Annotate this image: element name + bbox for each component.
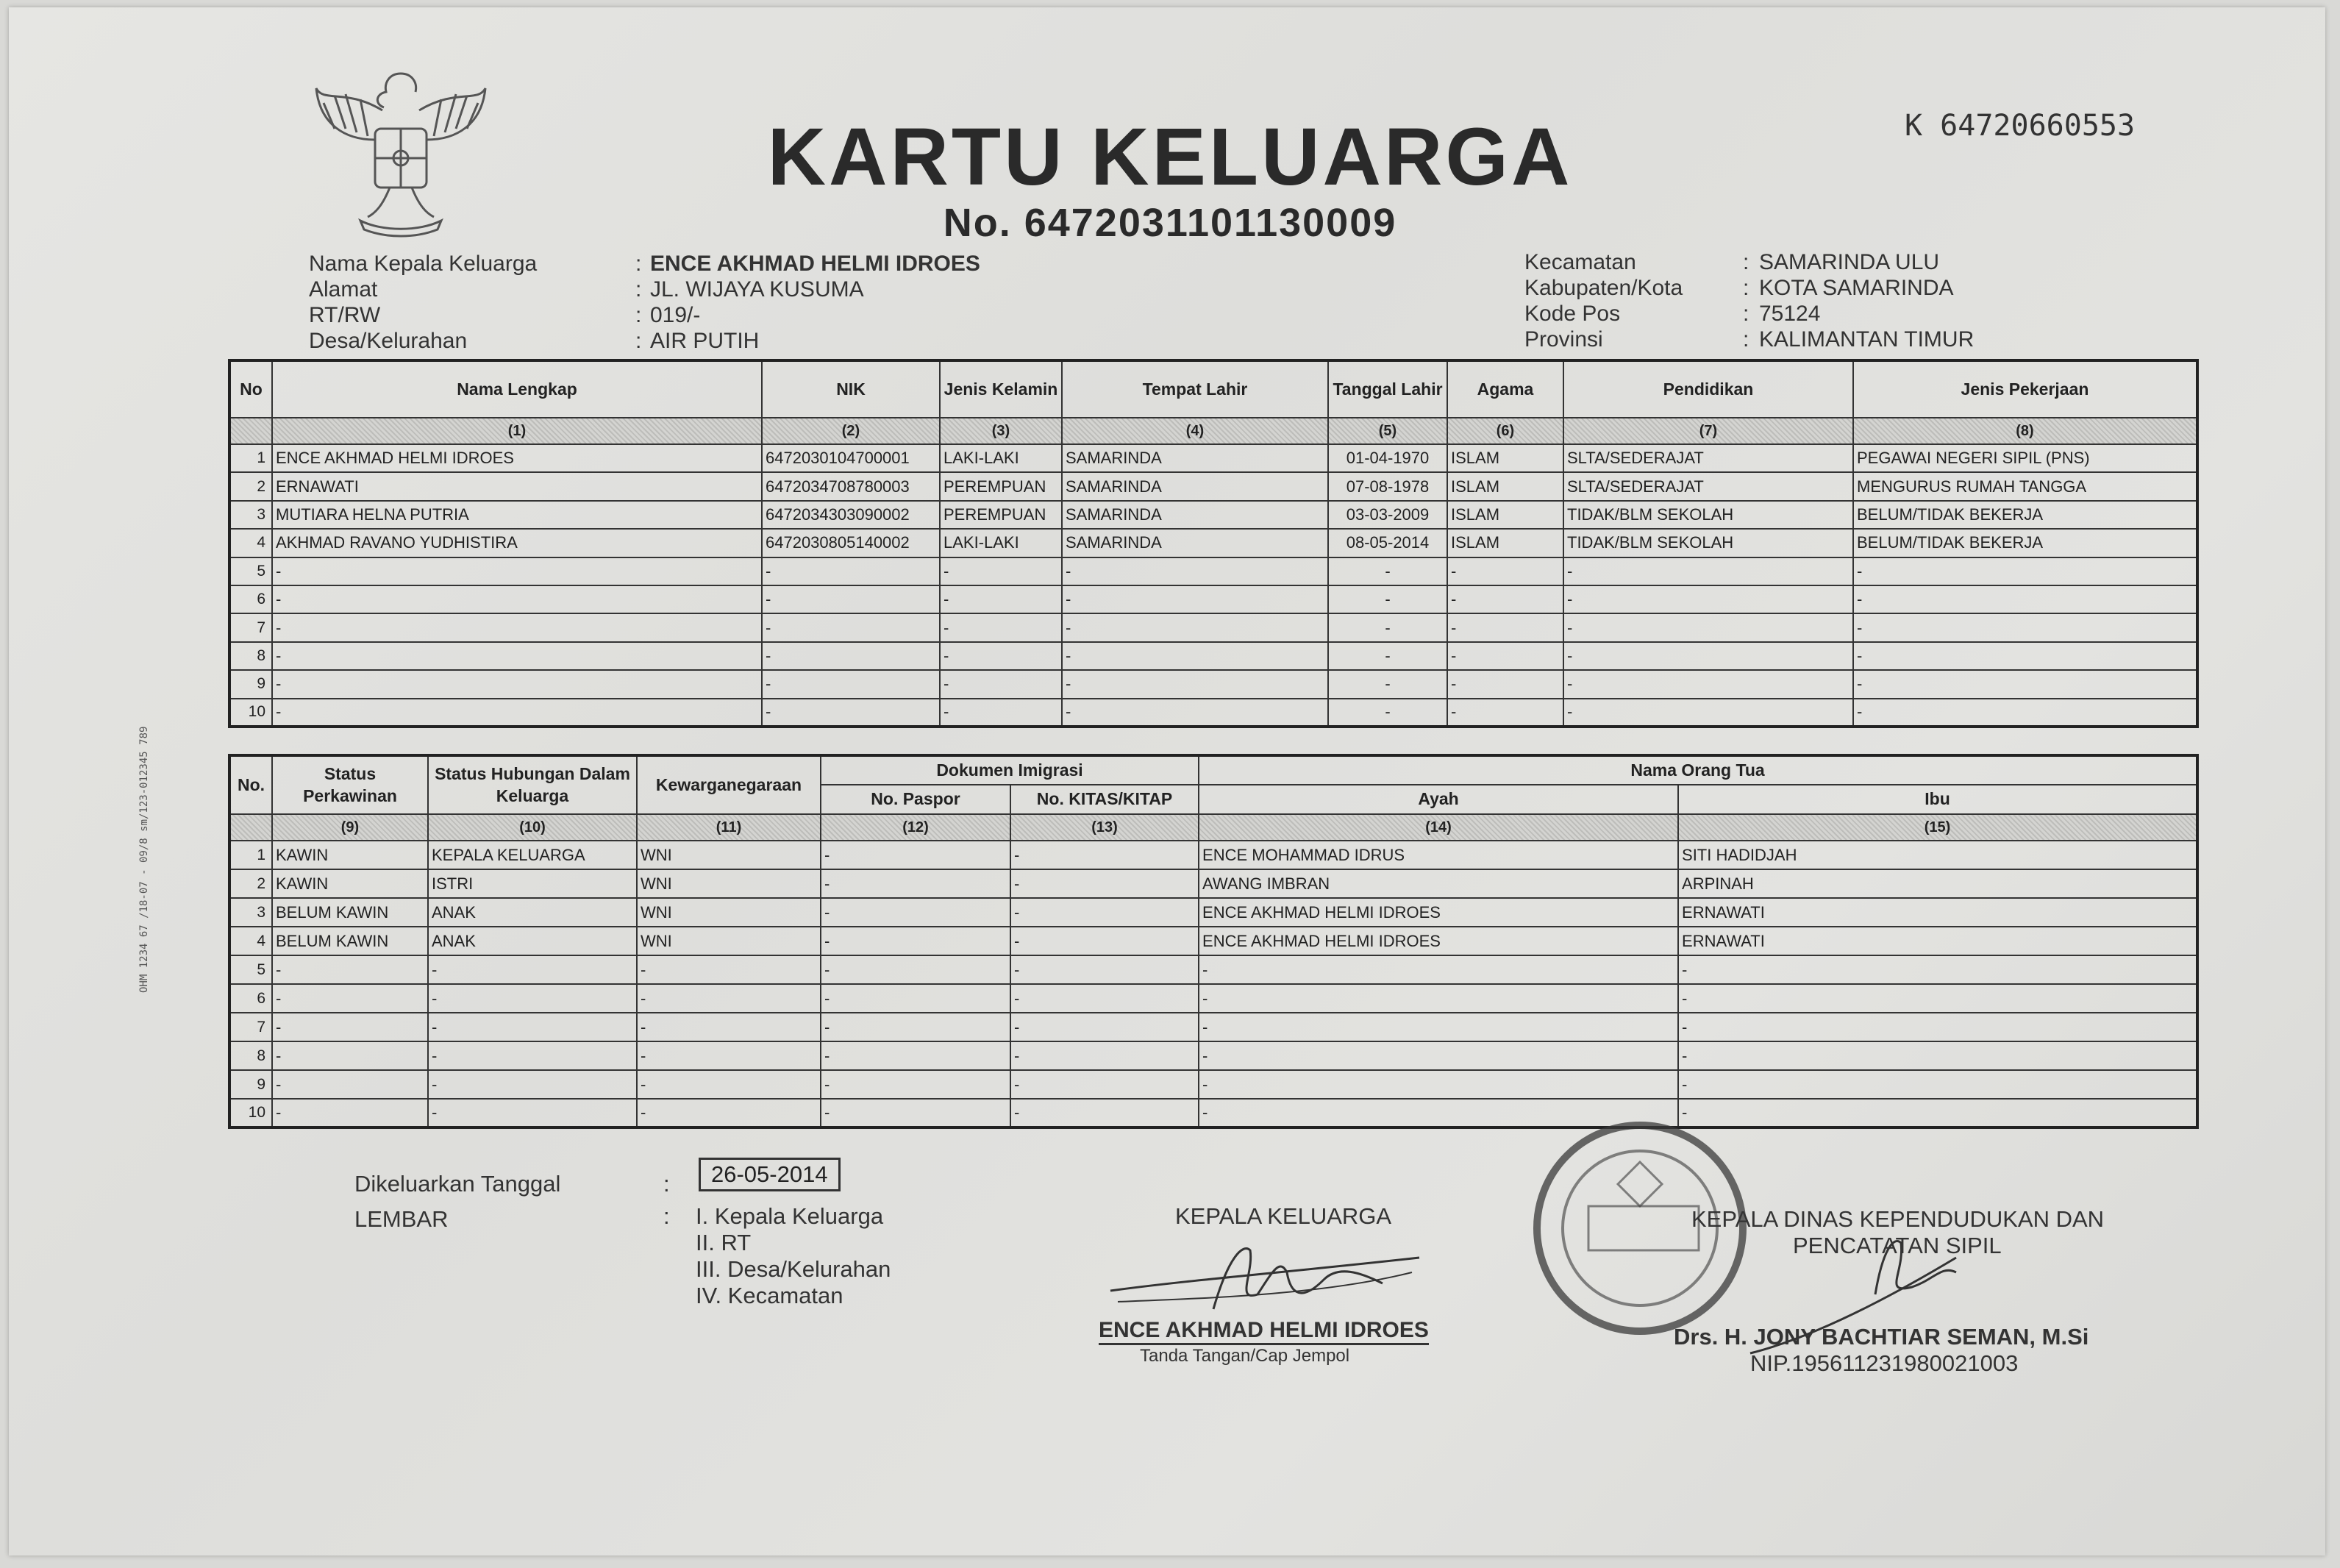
table-cell: 6472030805140002 xyxy=(762,529,940,557)
column-number-cell: (2) xyxy=(762,418,940,444)
table-cell: - xyxy=(1062,670,1328,698)
table-cell: - xyxy=(1678,1013,2197,1041)
table-cell: WNI xyxy=(637,841,821,869)
table-cell: BELUM KAWIN xyxy=(272,927,428,955)
table-cell: - xyxy=(272,984,428,1013)
table-cell: - xyxy=(821,955,1010,984)
table-cell: ARPINAH xyxy=(1678,869,2197,898)
table-cell: - xyxy=(1678,1099,2197,1127)
table-cell: ISLAM xyxy=(1447,444,1563,472)
colon: : xyxy=(1743,250,1749,274)
table-cell: - xyxy=(428,1013,637,1041)
row-number-cell: 2 xyxy=(229,869,272,898)
table-cell: - xyxy=(940,642,1062,670)
table-cell: - xyxy=(821,984,1010,1013)
col-header-nama-lengkap: Nama Lengkap xyxy=(272,360,762,418)
table-cell: - xyxy=(1062,585,1328,613)
table-cell: SAMARINDA xyxy=(1062,529,1328,557)
table-cell: - xyxy=(1010,1013,1199,1041)
label-desa-kelurahan: Desa/Kelurahan xyxy=(309,329,468,353)
table-cell: ERNAWATI xyxy=(1678,927,2197,955)
table-cell: 6472034708780003 xyxy=(762,472,940,500)
table-cell: ISLAM xyxy=(1447,472,1563,500)
col-header-nama-orang-tua: Nama Orang Tua xyxy=(1199,755,2197,785)
table-row xyxy=(229,984,2197,1013)
table-cell: 07-08-1978 xyxy=(1328,472,1447,500)
table-cell: WNI xyxy=(637,869,821,898)
table-cell: - xyxy=(272,955,428,984)
colon: : xyxy=(635,303,642,327)
table-cell: - xyxy=(1199,1041,1678,1070)
table-cell: KAWIN xyxy=(272,841,428,869)
table-cell: - xyxy=(1010,1099,1199,1127)
table-cell: - xyxy=(1853,699,2197,727)
col-header-ayah: Ayah xyxy=(1199,785,1678,814)
table-cell: - xyxy=(1328,557,1447,585)
table-row xyxy=(229,869,2197,898)
table-cell: ANAK xyxy=(428,927,637,955)
table-cell: ENCE AKHMAD HELMI IDROES xyxy=(272,444,762,472)
table-cell: - xyxy=(940,699,1062,727)
table-cell: - xyxy=(1853,642,2197,670)
table-cell: - xyxy=(940,613,1062,641)
table-cell: - xyxy=(272,1013,428,1041)
table-row xyxy=(229,529,2197,557)
table-cell: ISLAM xyxy=(1447,529,1563,557)
table-cell: - xyxy=(821,869,1010,898)
table-cell: ENCE AKHMAD HELMI IDROES xyxy=(1199,898,1678,927)
table-cell: - xyxy=(940,557,1062,585)
column-number-cell: (12) xyxy=(821,814,1010,841)
table-cell: ENCE AKHMAD HELMI IDROES xyxy=(1199,927,1678,955)
column-number-cell: (11) xyxy=(637,814,821,841)
issued-date: 26-05-2014 xyxy=(699,1158,841,1191)
column-number-cell: (14) xyxy=(1199,814,1678,841)
colon: : xyxy=(1743,327,1749,352)
kepala-keluarga-caption: Tanda Tangan/Cap Jempol xyxy=(1140,1346,1350,1366)
table-cell: - xyxy=(1010,927,1199,955)
table-cell: LAKI-LAKI xyxy=(940,444,1062,472)
col-header-no: No. xyxy=(229,755,272,814)
dinas-official-nip: NIP.195611231980021003 xyxy=(1750,1350,2019,1376)
row-number-cell: 1 xyxy=(229,841,272,869)
family-members-table xyxy=(228,359,2199,728)
lembar-item: I. Kepala Keluarga xyxy=(696,1203,884,1229)
table-cell: AKHMAD RAVANO YUDHISTIRA xyxy=(272,529,762,557)
table-row xyxy=(229,613,2197,641)
col-header-pendidikan: Pendidikan xyxy=(1563,360,1853,418)
row-number-cell: 8 xyxy=(229,642,272,670)
table-cell: - xyxy=(1328,699,1447,727)
table-cell: KEPALA KELUARGA xyxy=(428,841,637,869)
col-header-agama: Agama xyxy=(1447,360,1563,418)
table-cell: SAMARINDA xyxy=(1062,444,1328,472)
colon: : xyxy=(1743,302,1749,326)
label-kode-pos: Kode Pos xyxy=(1524,302,1621,326)
table-cell: - xyxy=(762,613,940,641)
row-number-cell: 10 xyxy=(229,1099,272,1127)
table-cell: ERNAWATI xyxy=(272,472,762,500)
table-cell: BELUM KAWIN xyxy=(272,898,428,927)
table-cell: - xyxy=(762,699,940,727)
value-kecamatan: SAMARINDA ULU xyxy=(1759,250,1940,274)
row-number-cell: 7 xyxy=(229,1013,272,1041)
col-header-ibu: Ibu xyxy=(1678,785,2197,814)
row-number-cell: 4 xyxy=(229,529,272,557)
table-cell: - xyxy=(1563,613,1853,641)
col-header-jenis-kelamin: Jenis Kelamin xyxy=(940,360,1062,418)
lembar-item: IV. Kecamatan xyxy=(696,1283,843,1308)
table-row xyxy=(229,955,2197,984)
row-number-cell: 1 xyxy=(229,444,272,472)
table-row xyxy=(229,1070,2197,1099)
table-cell: 08-05-2014 xyxy=(1328,529,1447,557)
value-kode-pos: 75124 xyxy=(1759,302,1821,326)
col-header-dokumen-imigrasi: Dokumen Imigrasi xyxy=(821,755,1199,785)
column-number-cell: (10) xyxy=(428,814,637,841)
col-header-jenis-pekerjaan: Jenis Pekerjaan xyxy=(1853,360,2197,418)
table-cell: - xyxy=(821,1070,1010,1099)
table-cell: - xyxy=(428,955,637,984)
table-cell: - xyxy=(821,1099,1010,1127)
table-cell: - xyxy=(1328,670,1447,698)
label-kecamatan: Kecamatan xyxy=(1524,250,1636,274)
table-row xyxy=(229,585,2197,613)
row-number-cell: 7 xyxy=(229,613,272,641)
table-cell: - xyxy=(1328,613,1447,641)
kepala-keluarga-name: ENCE AKHMAD HELMI IDROES xyxy=(1099,1318,1429,1345)
table-cell: KAWIN xyxy=(272,869,428,898)
table-cell: - xyxy=(272,613,762,641)
table-cell: - xyxy=(821,841,1010,869)
column-number-cell: (1) xyxy=(272,418,762,444)
table-cell: - xyxy=(1199,1013,1678,1041)
label-alamat: Alamat xyxy=(309,277,378,302)
table-row xyxy=(229,472,2197,500)
table-cell: BELUM/TIDAK BEKERJA xyxy=(1853,529,2197,557)
column-number-row xyxy=(229,418,2197,444)
table-cell: MUTIARA HELNA PUTRIA xyxy=(272,501,762,529)
kk-number: No. 6472031101130009 xyxy=(943,201,1397,245)
table-cell: - xyxy=(1563,585,1853,613)
column-number-cell: (3) xyxy=(940,418,1062,444)
value-rt-rw: 019/- xyxy=(650,303,701,327)
colon: : xyxy=(663,1203,670,1229)
row-number-cell: 10 xyxy=(229,699,272,727)
table-cell: - xyxy=(821,1041,1010,1070)
table-cell: - xyxy=(272,1041,428,1070)
table-cell: - xyxy=(1447,670,1563,698)
dinas-title-line2: PENCATATAN SIPIL xyxy=(1793,1233,2002,1258)
column-number-cell: (13) xyxy=(1010,814,1199,841)
lembar-label: LEMBAR xyxy=(354,1206,449,1232)
table-row xyxy=(229,642,2197,670)
colon: : xyxy=(635,252,642,276)
table-cell: - xyxy=(1447,613,1563,641)
table-cell: - xyxy=(1447,557,1563,585)
table-row xyxy=(229,841,2197,869)
table-cell: - xyxy=(1010,984,1199,1013)
row-number-cell: 4 xyxy=(229,927,272,955)
table-cell: - xyxy=(762,670,940,698)
table-cell: SLTA/SEDERAJAT xyxy=(1563,472,1853,500)
table-cell: BELUM/TIDAK BEKERJA xyxy=(1853,501,2197,529)
table-cell: AWANG IMBRAN xyxy=(1199,869,1678,898)
dinas-title-line1: KEPALA DINAS KEPENDUDUKAN DAN xyxy=(1691,1206,2105,1232)
table-cell: - xyxy=(1853,585,2197,613)
column-number-cell: (7) xyxy=(1563,418,1853,444)
column-number-cell xyxy=(229,418,272,444)
table-cell: - xyxy=(1678,1070,2197,1099)
table-cell: - xyxy=(1447,699,1563,727)
row-number-cell: 6 xyxy=(229,585,272,613)
col-header-status-hubungan: Status Hubungan Dalam Keluarga xyxy=(428,755,637,814)
table-row xyxy=(229,1041,2197,1070)
column-number-cell: (6) xyxy=(1447,418,1563,444)
label-rt-rw: RT/RW xyxy=(309,303,381,327)
table-cell: - xyxy=(1010,955,1199,984)
table-cell: - xyxy=(1062,613,1328,641)
table-cell: PEREMPUAN xyxy=(940,472,1062,500)
row-number-cell: 9 xyxy=(229,670,272,698)
table-cell: - xyxy=(272,1099,428,1127)
col-header-kewarganegaraan: Kewarganegaraan xyxy=(637,755,821,814)
table-cell: WNI xyxy=(637,898,821,927)
table-cell: - xyxy=(1010,869,1199,898)
value-nama-kepala-keluarga: ENCE AKHMAD HELMI IDROES xyxy=(650,252,980,276)
colon: : xyxy=(635,277,642,302)
kepala-signature-icon xyxy=(1103,1228,1427,1324)
table-cell: - xyxy=(1010,898,1199,927)
issued-label: Dikeluarkan Tanggal xyxy=(354,1171,561,1197)
value-kabupaten-kota: KOTA SAMARINDA xyxy=(1759,276,1954,300)
table-row xyxy=(229,699,2197,727)
table-cell: - xyxy=(821,1013,1010,1041)
colon: : xyxy=(663,1171,670,1197)
value-alamat: JL. WIJAYA KUSUMA xyxy=(650,277,864,302)
column-number-cell: (9) xyxy=(272,814,428,841)
table-cell: ISLAM xyxy=(1447,501,1563,529)
colon: : xyxy=(1743,276,1749,300)
row-number-cell: 3 xyxy=(229,898,272,927)
document-title: KARTU KELUARGA xyxy=(767,112,1573,202)
table-cell: - xyxy=(1853,557,2197,585)
table-cell: - xyxy=(940,585,1062,613)
row-number-cell: 5 xyxy=(229,557,272,585)
table-cell: - xyxy=(272,1070,428,1099)
table-cell: - xyxy=(1563,670,1853,698)
table-cell: - xyxy=(428,1041,637,1070)
lembar-item: III. Desa/Kelurahan xyxy=(696,1256,891,1282)
col-header-nik: NIK xyxy=(762,360,940,418)
table-cell: - xyxy=(1010,1041,1199,1070)
table-cell: - xyxy=(637,955,821,984)
table-cell: - xyxy=(637,984,821,1013)
lembar-item: II. RT xyxy=(696,1230,752,1255)
table-row xyxy=(229,444,2197,472)
table-cell: - xyxy=(940,670,1062,698)
table-cell: - xyxy=(637,1041,821,1070)
label-provinsi: Provinsi xyxy=(1524,327,1603,352)
table-cell: MENGURUS RUMAH TANGGA xyxy=(1853,472,2197,500)
table-cell: - xyxy=(1010,841,1199,869)
table-cell: PEREMPUAN xyxy=(940,501,1062,529)
column-number-cell: (8) xyxy=(1853,418,2197,444)
table-cell: - xyxy=(428,1099,637,1127)
col-header-status-perkawinan: Status Perkawinan xyxy=(272,755,428,814)
label-kabupaten-kota: Kabupaten/Kota xyxy=(1524,276,1683,300)
table-cell: - xyxy=(272,642,762,670)
table-cell: - xyxy=(1853,613,2197,641)
table-cell: - xyxy=(1062,642,1328,670)
kepala-keluarga-title: KEPALA KELUARGA xyxy=(1175,1203,1392,1229)
table-cell: - xyxy=(272,699,762,727)
col-header-tempat-lahir: Tempat Lahir xyxy=(1062,360,1328,418)
family-status-table xyxy=(228,754,2199,1129)
value-provinsi: KALIMANTAN TIMUR xyxy=(1759,327,1975,352)
table-cell: - xyxy=(1853,670,2197,698)
table-row xyxy=(229,1099,2197,1127)
side-print-code: OHM 1234 67 /18-07 - 09/8 sm/123-012345 789 xyxy=(138,726,150,993)
value-desa-kelurahan: AIR PUTIH xyxy=(650,329,760,353)
table-cell: - xyxy=(428,1070,637,1099)
table-cell: - xyxy=(1199,1070,1678,1099)
row-number-cell: 6 xyxy=(229,984,272,1013)
table-cell: SLTA/SEDERAJAT xyxy=(1563,444,1853,472)
table-row xyxy=(229,557,2197,585)
table-cell: - xyxy=(1062,557,1328,585)
row-number-cell: 2 xyxy=(229,472,272,500)
column-number-cell: (15) xyxy=(1678,814,2197,841)
table-cell: - xyxy=(762,585,940,613)
table-cell: - xyxy=(1199,984,1678,1013)
table-cell: ANAK xyxy=(428,898,637,927)
table-cell: TIDAK/BLM SEKOLAH xyxy=(1563,529,1853,557)
table-cell: - xyxy=(821,927,1010,955)
label-nama-kepala-keluarga: Nama Kepala Keluarga xyxy=(309,252,538,276)
table-cell: - xyxy=(1062,699,1328,727)
column-number-cell xyxy=(229,814,272,841)
table-cell: - xyxy=(637,1013,821,1041)
table-cell: - xyxy=(1563,557,1853,585)
colon: : xyxy=(635,329,642,353)
table-cell: SITI HADIDJAH xyxy=(1678,841,2197,869)
table-cell: - xyxy=(1447,585,1563,613)
table-cell: 6472034303090002 xyxy=(762,501,940,529)
table-cell: - xyxy=(762,642,940,670)
table-cell: - xyxy=(1447,642,1563,670)
table-cell: - xyxy=(428,984,637,1013)
table-row xyxy=(229,501,2197,529)
table-cell: TIDAK/BLM SEKOLAH xyxy=(1563,501,1853,529)
table-cell: 03-03-2009 xyxy=(1328,501,1447,529)
dinas-official-name: Drs. H. JONY BACHTIAR SEMAN, M.Si xyxy=(1674,1324,2089,1350)
table-cell: - xyxy=(1678,1041,2197,1070)
table-cell: PEGAWAI NEGERI SIPIL (PNS) xyxy=(1853,444,2197,472)
table-cell: - xyxy=(821,898,1010,927)
table-cell: - xyxy=(272,670,762,698)
table-row xyxy=(229,670,2197,698)
row-number-cell: 9 xyxy=(229,1070,272,1099)
table-cell: LAKI-LAKI xyxy=(940,529,1062,557)
col-header-no-paspor: No. Paspor xyxy=(821,785,1010,814)
table-cell: SAMARINDA xyxy=(1062,501,1328,529)
table-cell: - xyxy=(272,585,762,613)
table-cell: - xyxy=(1328,642,1447,670)
table-cell: - xyxy=(637,1099,821,1127)
table-cell: - xyxy=(1010,1070,1199,1099)
col-header-no-kitas: No. KITAS/KITAP xyxy=(1010,785,1199,814)
table-cell: WNI xyxy=(637,927,821,955)
table-cell: - xyxy=(1199,1099,1678,1127)
row-number-cell: 8 xyxy=(229,1041,272,1070)
table-row xyxy=(229,927,2197,955)
column-number-cell: (4) xyxy=(1062,418,1328,444)
table-cell: - xyxy=(272,557,762,585)
row-number-cell: 5 xyxy=(229,955,272,984)
col-header-no: No xyxy=(229,360,272,418)
table-cell: ERNAWATI xyxy=(1678,898,2197,927)
table-cell: ENCE MOHAMMAD IDRUS xyxy=(1199,841,1678,869)
table-cell: - xyxy=(1563,699,1853,727)
column-number-row xyxy=(229,814,2197,841)
table-cell: - xyxy=(1678,955,2197,984)
table-cell: - xyxy=(1563,642,1853,670)
table-cell: - xyxy=(1199,955,1678,984)
table-cell: - xyxy=(637,1070,821,1099)
column-number-cell: (5) xyxy=(1328,418,1447,444)
col-header-tanggal-lahir: Tanggal Lahir xyxy=(1328,360,1447,418)
table-cell: 6472030104700001 xyxy=(762,444,940,472)
table-cell: - xyxy=(762,557,940,585)
row-number-cell: 3 xyxy=(229,501,272,529)
table-cell: ISTRI xyxy=(428,869,637,898)
table-cell: 01-04-1970 xyxy=(1328,444,1447,472)
serial-number: K 64720660553 xyxy=(1905,109,2136,143)
table-cell: SAMARINDA xyxy=(1062,472,1328,500)
table-cell: - xyxy=(1678,984,2197,1013)
table-row xyxy=(229,1013,2197,1041)
table-row xyxy=(229,898,2197,927)
table-cell: - xyxy=(1328,585,1447,613)
